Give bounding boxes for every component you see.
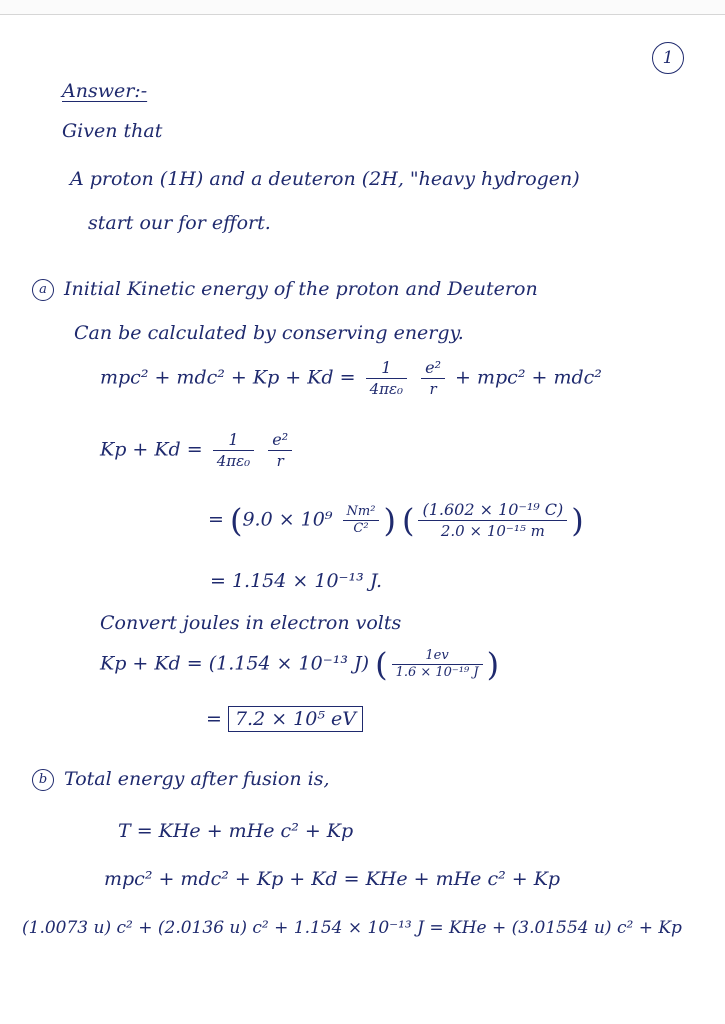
page-number: 1 (652, 42, 684, 74)
part-a-equation-4: = 1.154 × 10⁻¹³ J. (210, 570, 383, 592)
part-a-intro-line-2: Can be calculated by conserving energy. (74, 322, 464, 344)
answer-heading: Answer:- (62, 80, 148, 102)
given-label: Given that (62, 120, 163, 142)
part-a-equation-2 (100, 430, 296, 471)
part-b-intro-text: Total energy after fusion is, (64, 768, 330, 790)
eq2-charge-over-r (268, 430, 292, 471)
part-a-result (206, 708, 363, 730)
given-line-1: A proton (1H) and a deuteron (2H, "heavy hydrogen) (70, 168, 580, 190)
eq3-unit-num: Nm² (343, 504, 380, 521)
eq2-frac-den: 4πε₀ (216, 452, 251, 470)
eq5-frac-num: 1ev (392, 648, 483, 665)
eq3-charge-num: (1.602 × 10⁻¹⁹ C) (418, 500, 567, 521)
eq3-unit-den: C² (353, 521, 369, 536)
part-b-equation-3: (1.0073 u) c² + (2.0136 u) c² + 1.154 × 10⁻¹³ J = KHe + (3.01554 u) c² + Kp (22, 918, 682, 938)
part-b-intro-line (32, 768, 330, 791)
eq2-frac2-den: r (276, 452, 284, 470)
part-a-intro-line-1 (32, 278, 538, 301)
result-box: 7.2 × 10⁵ eV (228, 706, 363, 732)
eq2-frac-num: 1 (213, 430, 254, 451)
part-a-marker: a (32, 279, 54, 301)
part-a-equation-5: Kp + Kd = (1.154 × 10⁻¹³ J) ( $\frac{1ev}{\text{1.6 × 10⁻¹⁹ J}}$ ) (100, 645, 500, 684)
convert-instruction: Convert joules in electron volts (100, 612, 402, 634)
eq1-charge-over-r (421, 358, 445, 399)
part-b-marker: b (32, 769, 54, 791)
eq3-prefix: = (208, 508, 224, 531)
eq1-coulomb-factor (366, 358, 407, 399)
eq5-frac-den: 1.6 × 10⁻¹⁹ J (395, 665, 479, 680)
part-b-equation-1: T = KHe + mHe c² + Kp (118, 820, 354, 842)
eq2-left: Kp + Kd = (100, 438, 203, 461)
eq1-frac2-num: e² (421, 358, 445, 379)
eq3-charge-den: 2.0 × 10⁻¹⁵ m (440, 522, 545, 540)
scan-top-edge (0, 0, 725, 15)
part-a-intro-text-1: Initial Kinetic energy of the proton and Deuteron (64, 278, 538, 300)
eq1-frac2-den: r (429, 380, 437, 398)
part-b-equation-2: mpc² + mdc² + Kp + Kd = KHe + mHe c² + Kp (104, 868, 561, 890)
eq1-left: mpc² + mdc² + Kp + Kd = (100, 366, 356, 389)
eq5-left: Kp + Kd = (1.154 × 10⁻¹³ J) (100, 652, 370, 675)
eq3-unit (343, 504, 380, 537)
part-a-equation-1 (100, 358, 602, 399)
eq5-conversion-factor (392, 648, 483, 681)
eq1-frac-num: 1 (366, 358, 407, 379)
eq3-charge-fraction (418, 500, 567, 541)
eq2-frac2-num: e² (268, 430, 292, 451)
eq2-coulomb-factor (213, 430, 254, 471)
eq1-right: + mpc² + mdc² (455, 366, 602, 389)
eq1-frac-den: 4πε₀ (369, 380, 404, 398)
eq3-constant: 9.0 × 10⁹ (242, 508, 333, 531)
result-prefix: = (206, 708, 222, 730)
part-a-equation-3: = (9.0 × 10⁹ $\frac{\text{Nm²}}{\text{C²}}$ ) ( $\frac{\text{(1.602 × 10⁻¹⁹ C)}}{\text{2.0 × 10⁻¹⁵ m}}$ ) (208, 500, 584, 540)
given-line-2: start our for effort. (88, 212, 271, 234)
